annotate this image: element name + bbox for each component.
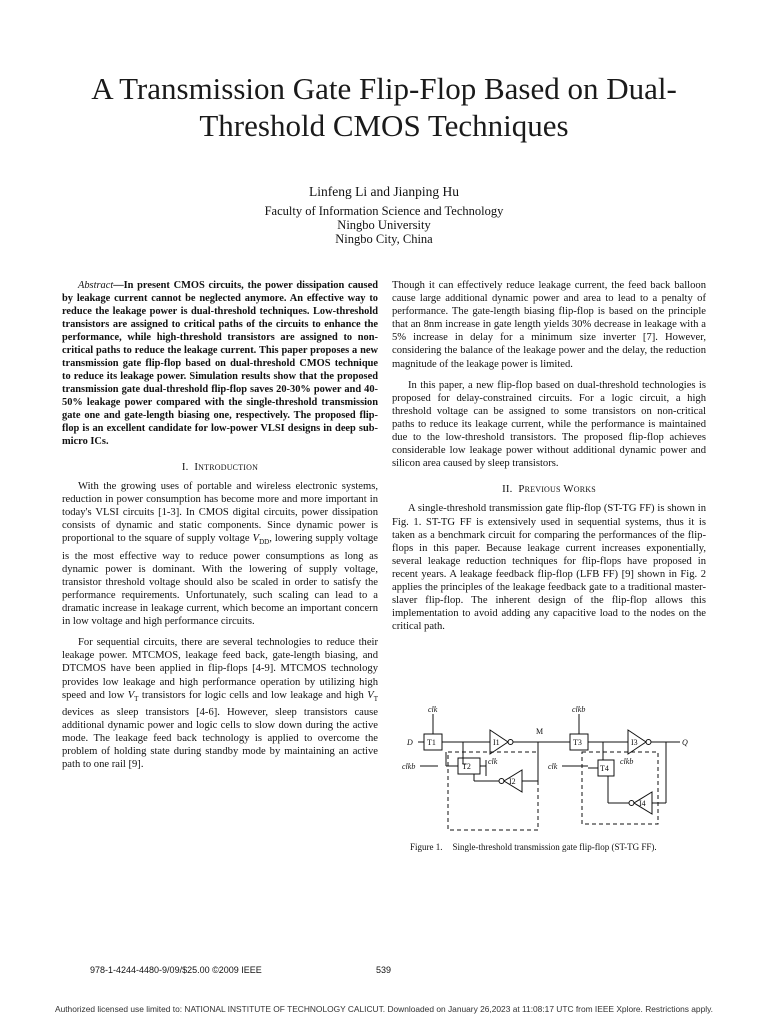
caption-text: Single-threshold transmission gate flip-flop (ST-TG FF).	[452, 842, 657, 852]
section-heading-previous-works	[392, 483, 706, 496]
abstract	[62, 279, 378, 448]
intro-text: For sequential circuits, there are several technologies to reduce their leakage power. MTCMOS, leakage feed back, gate-length biasing, and DTCMOS have been applied in flip-flops [4-9]. MTCMOS technology provides low leakage and high performance operation by utilizing high speed and low	[62, 637, 378, 701]
i3-label: I3	[631, 738, 638, 747]
abstract-label: Abstract	[78, 280, 114, 291]
section-heading-introduction	[62, 461, 378, 474]
math-var: V	[252, 533, 260, 545]
figure-1-circuit-diagram	[398, 704, 698, 834]
t4-label: T4	[600, 764, 609, 773]
clkb-label-1: clkb	[572, 705, 586, 714]
section-title: Previous Works	[518, 483, 596, 496]
t1-label: T1	[427, 738, 436, 747]
d-label: D	[407, 738, 413, 747]
intro-text: , lowering supply voltage is the most effective way to reduce power consumptions as long as dynamic power is dominant. With the lowering of supply voltage, transistor threshold voltage should also be scaled in order to satisfy the performance requirements. Unfortunately, such scaling can lead to a dramatic increase in leakage current, which become an important concern in low voltage and high performance circuits.	[62, 533, 379, 628]
caption-label: Figure 1.	[410, 842, 443, 852]
intro-text: With the growing uses of portable and wireless electronic systems, reduction in power consumption has become more and more important in today's VLSI circuits [1-3]. In CMOS digital circuits, power dissipation consists of dynamic and static components. Since dynamic power is proportional to the square of supply voltage	[62, 481, 378, 545]
i1-label: I1	[493, 738, 500, 747]
figure-1-caption	[410, 842, 710, 853]
affiliation-line-3: Ningbo City, China	[335, 232, 433, 246]
math-sub: T	[373, 694, 378, 703]
clk-label-1: clk	[428, 705, 438, 714]
section-number: I.	[181, 461, 189, 473]
license-notice: Authorized licensed use limited to: NATIONAL INSTITUTE OF TECHNOLOGY CALICUT. Downloaded on January 26,2023 at 11:08:17 UTC from IEEE Xplore. Restrictions apply.	[54, 1004, 714, 1014]
math-sub: DD	[259, 538, 270, 547]
clk-label-2: clk	[488, 757, 498, 766]
page-number: 539	[376, 965, 392, 975]
right-column	[392, 279, 706, 633]
q-label: Q	[682, 738, 688, 747]
intro-paragraph-2	[62, 636, 378, 771]
title-line-1: A Transmission Gate Flip-Flop Based on Dual-	[91, 71, 677, 106]
paper-title	[60, 70, 708, 144]
t2-label: T2	[462, 762, 471, 771]
math-var: V	[367, 689, 374, 701]
math-sub: T	[134, 694, 139, 703]
intro-text: transistors for logic cells and low leakage and high	[138, 689, 368, 701]
section-title: Introduction	[194, 461, 259, 473]
isbn-copyright: 978-1-4244-4480-9/09/$25.00 ©2009 IEEE	[90, 965, 262, 975]
i2-label: I2	[509, 777, 516, 786]
m-label: M	[536, 727, 544, 736]
affiliation-line-1: Faculty of Information Science and Technology	[264, 204, 504, 218]
title-line-2: Threshold CMOS Techniques	[199, 108, 569, 143]
right-paragraph-1: Though it can effectively reduce leakage current, the feed back balloon cause large additional dynamic power and area to lead to a penalty of performance. The gate-length biasing flip-flop is based on the principle that an 8nm increase in gate length yields 30% decrease in leakage with a 5% increase in delay for a minimum size inverter [7]. However, considering the balance of the leakage power and the delay, the reduction magnitude of the leakage power is limited.	[392, 280, 706, 370]
affiliation-line-2: Ningbo University	[337, 218, 431, 232]
right-paragraph-2: In this paper, a new flip-flop based on dual-threshold technologies is proposed for delay-constrained circuits. For a logic circuit, a high threshold voltage can be assigned to some transistors on non-critical paths to reduce its leakage current, while the performance is maintained due to the low-threshold transistors. The proposed flip-flop achieves considerable low leakage power without additional dynamic power and silicon area caused by sleep transistors.	[392, 379, 706, 470]
section-number: II.	[502, 483, 513, 496]
t3-label: T3	[573, 738, 582, 747]
author-block	[160, 185, 608, 246]
intro-text: devices as sleep transistors [4-6]. However, sleep transistors cause additional dynamic power and logic cells to slow down during the active mode. The leakage feed back technology is applied to overcome the problem of holding state during standby mode by maintaining an active path to one rail [9].	[62, 706, 378, 771]
i4-label: I4	[639, 799, 646, 808]
abstract-text: —In present CMOS circuits, the power dissipation caused by leakage current cannot be neglected anymore. An effective way to reduce the leakage power is dual-threshold techniques. Low-threshold transistors are assigned to critical paths of the circuits to enhance the performance, while high-threshold transistors are assigned to non-critical paths to reduce the leakage current. This paper proposes a new transmission gate flip-flop based on dual-threshold CMOS technique to reduce its leakage power. Simulation results show that the proposed transmission gate dual-threshold flip-flop saves 20-30% power and 40-50% leakage power compared with the single-threshold transmission gate one and gate-length biasing one, respectively. The proposed flip-flop is an excellent candidate for low-power VLSI designs in deep sub-micro ICs.	[62, 280, 378, 447]
intro-paragraph-1	[62, 480, 378, 628]
right-paragraph-3: A single-threshold transmission gate flip-flop (ST-TG FF) is shown in Fig. 1. ST-TG FF is extensively used in sequential systems, thus it is taken as a benchmark circuit for comparing the performances of the flip-flops in this paper. Because leakage current increases exponentially, several leakage reduction techniques for flip-flops have proposed in recent years. A leakage feedback flip-flop (LFB FF) [9] shown in Fig. 2 applies the principles of the leakage feedback gate to a traditional master-slaver flip-flop. The inherent design of the flip-flop allows this implementation to avoid adding any capacitive load to the nodes on the critical path.	[392, 503, 706, 633]
clkb-label-3: clkb	[620, 757, 634, 766]
left-column	[62, 279, 378, 771]
clk-label-3: clk	[548, 762, 558, 771]
clkb-label-2: clkb	[402, 762, 416, 771]
author-names: Linfeng Li and Jianping Hu	[309, 184, 459, 199]
math-var: V	[127, 689, 135, 701]
